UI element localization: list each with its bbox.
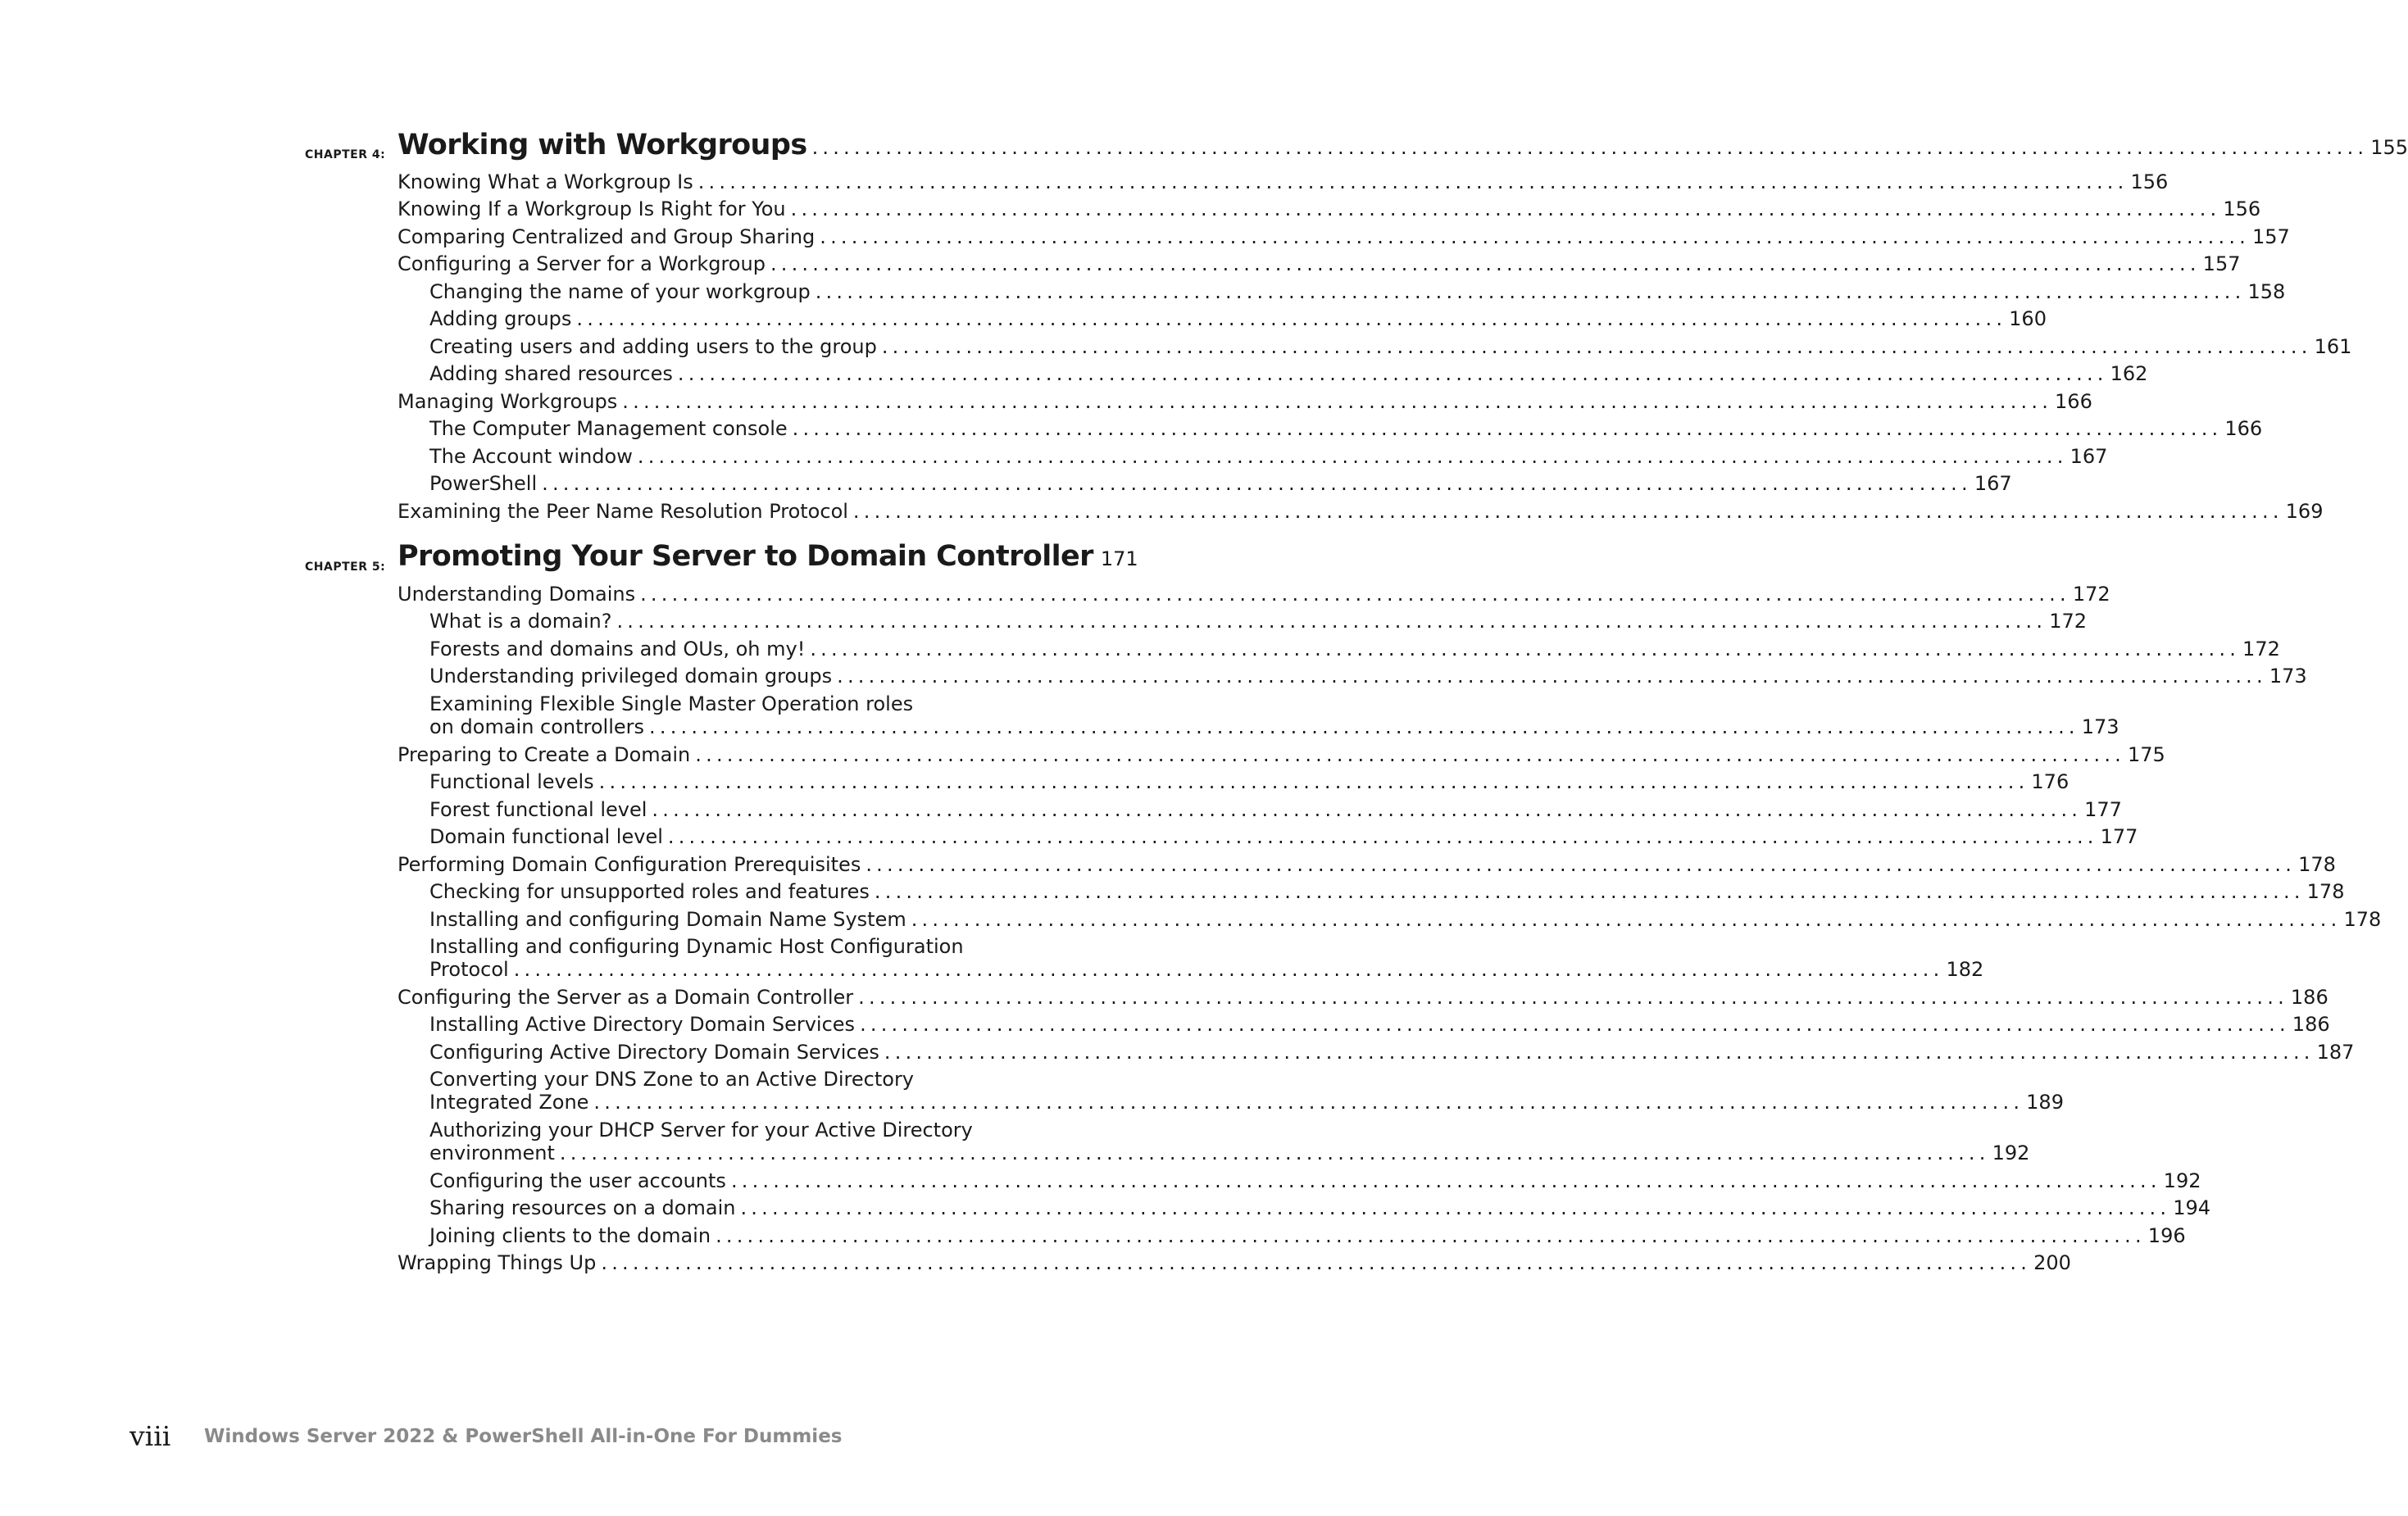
page-number: 161 — [2314, 335, 2352, 358]
page-number: 172 — [2049, 610, 2087, 633]
toc-subentry-line1: Examining Flexible Single Master Operation roles — [429, 692, 914, 715]
toc-subentry[interactable] — [429, 1141, 2030, 1165]
entry-title: Understanding Domains — [398, 583, 636, 606]
toc-entry[interactable] — [398, 1250, 2071, 1275]
toc-subentry[interactable] — [429, 1040, 2355, 1064]
dot-leader: ........................................................................................................................................ — [667, 825, 2098, 848]
page-number: 166 — [2055, 390, 2092, 413]
page-number: 200 — [2033, 1251, 2071, 1274]
entry-title: The Account window — [429, 445, 633, 468]
entry-title: Adding groups — [429, 307, 572, 330]
entry-title: on domain controllers — [429, 715, 645, 738]
entry-title: Installing and configuring Domain Name System — [429, 908, 906, 931]
page-number: 172 — [2072, 583, 2110, 606]
entry-title: Knowing What a Workgroup Is — [398, 170, 693, 193]
entry-title: Adding shared resources — [429, 362, 673, 385]
dot-leader: ........................................................................................................................................ — [637, 445, 2068, 468]
toc-subentry-line1: Installing and configuring Dynamic Host Configuration — [429, 935, 964, 958]
page-number: 178 — [2306, 880, 2345, 903]
toc-entry[interactable] — [398, 985, 2328, 1010]
dot-leader: .................................................................................................................................................... — [811, 136, 2369, 159]
page-number: 196 — [2147, 1224, 2186, 1247]
page-number: 194 — [2173, 1196, 2210, 1219]
entry-title: Preparing to Create a Domain — [398, 743, 691, 766]
toc-subentry[interactable] — [429, 715, 2119, 739]
dot-leader: ........................................................................................................................................ — [576, 307, 2007, 330]
toc-subentry[interactable] — [429, 334, 2352, 359]
toc-subentry[interactable] — [429, 361, 2148, 386]
toc-subentry[interactable] — [429, 609, 2087, 633]
page-number: 187 — [2316, 1041, 2355, 1064]
page-number: 186 — [2292, 1013, 2330, 1036]
dot-leader: ........................................................................................................................................ — [695, 743, 2126, 766]
dot-leader: ........................................................................................................................................ — [815, 280, 2246, 303]
toc-entry[interactable] — [398, 252, 2241, 276]
toc-subentry[interactable] — [429, 306, 2047, 331]
dot-leader: ........................................................................................................................................ — [770, 252, 2201, 275]
chapter-title-row[interactable] — [398, 129, 2408, 161]
page-number: 177 — [2100, 825, 2138, 848]
entry-title: Integrated Zone — [429, 1091, 589, 1114]
entry-title: Protocol — [429, 958, 509, 981]
dot-leader: ........................................................................................................................................ — [677, 362, 2108, 385]
toc-subentry[interactable] — [429, 957, 1984, 982]
entry-title: Forests and domains and OUs, oh my! — [429, 638, 806, 660]
toc-subentry[interactable] — [429, 1223, 2186, 1248]
toc-subentry[interactable] — [429, 471, 2012, 496]
entry-title: Joining clients to the domain — [429, 1224, 711, 1247]
dot-leader: ........................................................................................................................................ — [810, 638, 2241, 660]
toc-entry[interactable] — [398, 197, 2261, 221]
toc-subentry[interactable] — [429, 797, 2122, 822]
toc-subentry[interactable] — [429, 279, 2286, 304]
toc-subentry[interactable] — [429, 1169, 2201, 1193]
entry-title: What is a domain? — [429, 610, 612, 633]
page-number: 156 — [2223, 197, 2261, 220]
toc-subentry-line1: Authorizing your DHCP Server for your Active Directory — [429, 1119, 973, 1142]
running-footer-title: Windows Server 2022 & PowerShell All-in-One For Dummies — [204, 1426, 843, 1447]
toc-entry[interactable] — [398, 170, 2169, 194]
page-number: 189 — [2026, 1091, 2064, 1114]
toc-subentry[interactable] — [429, 769, 2070, 794]
entry-title: Checking for unsupported roles and features — [429, 880, 870, 903]
page-number: 166 — [2224, 417, 2263, 440]
entry-title: Changing the name of your workgroup — [429, 280, 811, 303]
page-number: 173 — [2081, 715, 2119, 738]
entry-title: Examining the Peer Name Resolution Protocol — [398, 500, 848, 523]
dot-leader: ........................................................................................................................................ — [837, 665, 2267, 688]
toc-subentry[interactable] — [429, 1196, 2210, 1220]
chapter-title: Promoting Your Server to Domain Controller — [398, 540, 1093, 573]
page-number: 177 — [2084, 798, 2122, 821]
entry-title: Domain functional level — [429, 825, 663, 848]
dot-leader: ........................................................................................................................................ — [820, 225, 2250, 248]
entry-title: Configuring a Server for a Workgroup — [398, 252, 766, 275]
entry-title: Functional levels — [429, 770, 594, 793]
dot-leader: ........................................................................................................................................ — [601, 1251, 2032, 1274]
page-number: 182 — [1946, 958, 1984, 981]
toc-entry[interactable] — [398, 389, 2092, 414]
dot-leader: ........................................................................................................................................ — [622, 390, 2053, 413]
entry-title: Wrapping Things Up — [398, 1251, 597, 1274]
dot-leader: ........................................................................................................................................ — [740, 1196, 2171, 1219]
dot-leader: ........................................................................................................................................ — [884, 1041, 2315, 1064]
page-number: 178 — [2298, 853, 2336, 876]
entry-title: Managing Workgroups — [398, 390, 618, 413]
toc-subentry[interactable] — [429, 416, 2263, 441]
entry-title: Understanding privileged domain groups — [429, 665, 833, 688]
page-number: 155 — [2370, 136, 2408, 159]
page-number: 176 — [2031, 770, 2070, 793]
page-number: 156 — [2130, 170, 2169, 193]
page-number: 171 — [1100, 547, 1138, 570]
toc-subentry[interactable] — [429, 444, 2108, 469]
dot-leader: ........................................................................................................................................ — [513, 958, 1944, 981]
page-number: 158 — [2247, 280, 2286, 303]
page-number: 178 — [2343, 908, 2382, 931]
chapter-number-label: CHAPTER 4: — [305, 148, 386, 161]
chapter-title-row[interactable] — [398, 540, 1138, 573]
dot-leader: ........................................................................................................................................ — [649, 715, 2079, 738]
page-number: 160 — [2009, 307, 2047, 330]
dot-leader: ........................................................................................................................................ — [716, 1224, 2146, 1247]
dot-leader: ........................................................................................................................................ — [652, 798, 2083, 821]
dot-leader: ........................................................................................................................................ — [860, 1013, 2290, 1036]
page-number: 157 — [2202, 252, 2241, 275]
dot-leader: ........................................................................................................................................ — [792, 417, 2223, 440]
toc-entry[interactable] — [398, 852, 2336, 877]
toc-entry[interactable] — [398, 742, 2165, 767]
entry-title: Creating users and adding users to the group — [429, 335, 877, 358]
entry-title: Forest functional level — [429, 798, 647, 821]
page-number: 175 — [2128, 743, 2165, 766]
dot-leader: ........................................................................................................................................ — [730, 1169, 2161, 1192]
page-number: 162 — [2110, 362, 2148, 385]
page-number: 167 — [1974, 472, 2012, 495]
entry-title: PowerShell — [429, 472, 538, 495]
dot-leader: ........................................................................................................................................ — [852, 500, 2283, 523]
chapter-number-label: CHAPTER 5: — [305, 561, 386, 574]
dot-leader: ........................................................................................................................................ — [866, 853, 2297, 876]
toc-entry[interactable] — [398, 499, 2324, 524]
dot-leader: ........................................................................................................................................ — [858, 986, 2288, 1009]
toc-subentry[interactable] — [429, 824, 2138, 849]
dot-leader: ........................................................................................................................................ — [881, 335, 2312, 358]
toc-subentry[interactable] — [429, 1090, 2064, 1114]
entry-title: Performing Domain Configuration Prerequisites — [398, 853, 861, 876]
page-number: 172 — [2242, 638, 2280, 660]
dot-leader: ........................................................................................................................................ — [640, 583, 2070, 606]
dot-leader: ........................................................................................................................................ — [559, 1142, 1990, 1164]
toc-entry[interactable] — [398, 582, 2110, 606]
entry-title: Configuring the user accounts — [429, 1169, 726, 1192]
toc-subentry[interactable] — [429, 664, 2307, 688]
toc-subentry[interactable] — [429, 637, 2280, 661]
page-number: 167 — [2070, 445, 2108, 468]
dot-leader: ........................................................................................................................................ — [874, 880, 2305, 903]
entry-title: Comparing Centralized and Group Sharing — [398, 225, 816, 248]
dot-leader: ........................................................................................................................................ — [542, 472, 1972, 495]
entry-title: environment — [429, 1142, 555, 1164]
page-number: 192 — [2163, 1169, 2201, 1192]
page-number: 157 — [2252, 225, 2290, 248]
dot-leader: ........................................................................................................................................ — [598, 770, 2029, 793]
dot-leader: ........................................................................................................................................ — [593, 1091, 2024, 1114]
toc-subentry[interactable] — [429, 907, 2382, 932]
page-number: 186 — [2290, 986, 2328, 1009]
toc-entry[interactable] — [398, 225, 2290, 249]
page-number: 173 — [2269, 665, 2307, 688]
page-number: 169 — [2285, 500, 2324, 523]
chapter-title: Working with Workgroups — [398, 129, 807, 161]
entry-title: Configuring the Server as a Domain Controller — [398, 986, 854, 1009]
dot-leader: ........................................................................................................................................ — [790, 197, 2221, 220]
toc-subentry-line1: Converting your DNS Zone to an Active Directory — [429, 1068, 915, 1091]
dot-leader: ........................................................................................................................................ — [911, 908, 2342, 931]
dot-leader: ........................................................................................................................................ — [616, 610, 2047, 633]
entry-title: Knowing If a Workgroup Is Right for You — [398, 197, 786, 220]
dot-leader: ........................................................................................................................................ — [697, 170, 2129, 193]
page-folio: viii — [129, 1420, 171, 1452]
toc-subentry[interactable] — [429, 1012, 2330, 1037]
page-number: 192 — [1992, 1142, 2030, 1164]
entry-title: The Computer Management console — [429, 417, 788, 440]
entry-title: Installing Active Directory Domain Services — [429, 1013, 856, 1036]
entry-title: Sharing resources on a domain — [429, 1196, 736, 1219]
toc-subentry[interactable] — [429, 879, 2345, 904]
entry-title: Configuring Active Directory Domain Services — [429, 1041, 879, 1064]
